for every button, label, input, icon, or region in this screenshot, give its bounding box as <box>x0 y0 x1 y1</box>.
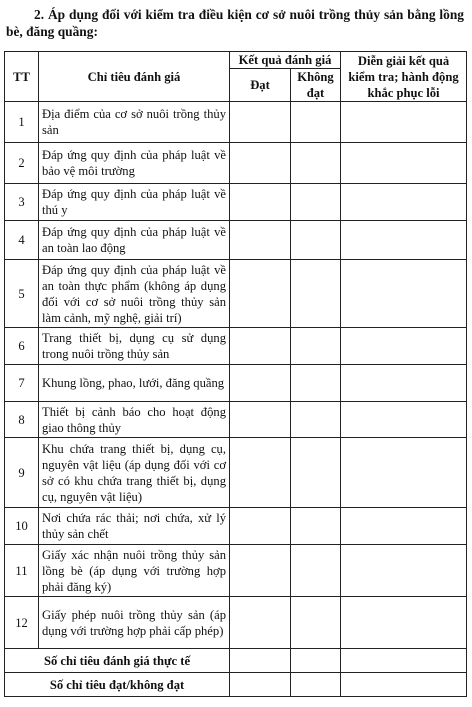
explanation-cell[interactable] <box>341 143 467 184</box>
fail-cell[interactable] <box>291 328 341 365</box>
row-criteria: Đáp ứng quy định của pháp luật về thú y <box>39 184 230 221</box>
row-criteria: Giấy xác nhận nuôi trồng thủy sản lồng bè (áp dụng với trường hợp phải đăng ký) <box>39 545 230 597</box>
header-tt: TT <box>5 52 39 102</box>
row-criteria: Đáp ứng quy định của pháp luật về an toàn lao động <box>39 221 230 260</box>
row-number: 6 <box>5 328 39 365</box>
explanation-cell[interactable] <box>341 438 467 508</box>
row-number: 5 <box>5 260 39 328</box>
pass-cell[interactable] <box>230 438 291 508</box>
fail-cell[interactable] <box>291 184 341 221</box>
pass-cell[interactable] <box>230 260 291 328</box>
table-header-row <box>5 52 467 69</box>
fail-cell[interactable] <box>291 260 341 328</box>
fail-cell[interactable] <box>291 221 341 260</box>
explanation-cell[interactable] <box>341 402 467 438</box>
row-number: 4 <box>5 221 39 260</box>
row-criteria: Nơi chứa rác thải; nơi chứa, xử lý thủy sản chết <box>39 508 230 545</box>
explanation-cell[interactable] <box>341 365 467 402</box>
table-row <box>5 328 467 365</box>
fail-cell[interactable] <box>291 649 341 673</box>
row-criteria: Địa điểm của cơ sở nuôi trồng thủy sản <box>39 102 230 143</box>
explanation-cell[interactable] <box>341 260 467 328</box>
header-pass: Đạt <box>230 69 291 102</box>
pass-cell[interactable] <box>230 402 291 438</box>
fail-cell[interactable] <box>291 143 341 184</box>
table-row <box>5 184 467 221</box>
summary-row-actual <box>5 649 467 673</box>
table-row <box>5 545 467 597</box>
fail-cell[interactable] <box>291 597 341 649</box>
summary-pass-fail-label: Số chỉ tiêu đạt/không đạt <box>5 673 230 697</box>
row-number: 11 <box>5 545 39 597</box>
row-criteria: Khu chứa trang thiết bị, dụng cụ, nguyên vật liệu (áp dụng đối với cơ sở có khu chứa trang thiết bị, dụng cụ, nguyên vật liệu) <box>39 438 230 508</box>
fail-cell[interactable] <box>291 102 341 143</box>
table-row <box>5 260 467 328</box>
row-number: 10 <box>5 508 39 545</box>
fail-cell[interactable] <box>291 508 341 545</box>
header-result-group: Kết quả đánh giá <box>230 52 341 69</box>
row-number: 1 <box>5 102 39 143</box>
pass-cell[interactable] <box>230 143 291 184</box>
pass-cell[interactable] <box>230 545 291 597</box>
table-row <box>5 221 467 260</box>
explanation-cell[interactable] <box>341 184 467 221</box>
explanation-cell[interactable] <box>341 649 467 673</box>
row-number: 12 <box>5 597 39 649</box>
pass-cell[interactable] <box>230 102 291 143</box>
header-criteria: Chỉ tiêu đánh giá <box>39 52 230 102</box>
summary-actual-label: Số chỉ tiêu đánh giá thực tế <box>5 649 230 673</box>
row-number: 8 <box>5 402 39 438</box>
pass-cell[interactable] <box>230 221 291 260</box>
explanation-cell[interactable] <box>341 328 467 365</box>
fail-cell[interactable] <box>291 673 341 697</box>
row-criteria: Khung lồng, phao, lưới, đăng quầng <box>39 365 230 402</box>
section-heading: 2. Áp dụng đối với kiểm tra điều kiện cơ sở nuôi trồng thủy sản bằng lồng bè, đăng quầng: <box>6 7 464 39</box>
explanation-cell[interactable] <box>341 545 467 597</box>
explanation-cell[interactable] <box>341 102 467 143</box>
pass-cell[interactable] <box>230 508 291 545</box>
pass-cell[interactable] <box>230 597 291 649</box>
row-number: 2 <box>5 143 39 184</box>
row-number: 3 <box>5 184 39 221</box>
fail-cell[interactable] <box>291 438 341 508</box>
row-criteria: Thiết bị cảnh báo cho hoạt động giao thông thủy <box>39 402 230 438</box>
row-criteria: Giấy phép nuôi trồng thủy sản (áp dụng với trường hợp phải cấp phép) <box>39 597 230 649</box>
evaluation-table <box>4 51 467 697</box>
pass-cell[interactable] <box>230 328 291 365</box>
explanation-cell[interactable] <box>341 508 467 545</box>
pass-cell[interactable] <box>230 649 291 673</box>
pass-cell[interactable] <box>230 365 291 402</box>
fail-cell[interactable] <box>291 545 341 597</box>
explanation-cell[interactable] <box>341 221 467 260</box>
table-row <box>5 402 467 438</box>
header-explanation: Diễn giải kết quả kiểm tra; hành động khắc phục lỗi <box>341 52 467 102</box>
fail-cell[interactable] <box>291 402 341 438</box>
summary-row-pass-fail <box>5 673 467 697</box>
row-number: 9 <box>5 438 39 508</box>
table-row <box>5 143 467 184</box>
table-row <box>5 508 467 545</box>
row-number: 7 <box>5 365 39 402</box>
header-fail: Không đạt <box>291 69 341 102</box>
row-criteria: Trang thiết bị, dụng cụ sử dụng trong nuôi trồng thủy sản <box>39 328 230 365</box>
table-row <box>5 438 467 508</box>
row-criteria: Đáp ứng quy định của pháp luật về bảo vệ môi trường <box>39 143 230 184</box>
pass-cell[interactable] <box>230 184 291 221</box>
explanation-cell[interactable] <box>341 597 467 649</box>
table-row <box>5 597 467 649</box>
fail-cell[interactable] <box>291 365 341 402</box>
explanation-cell[interactable] <box>341 673 467 697</box>
table-row <box>5 102 467 143</box>
row-criteria: Đáp ứng quy định của pháp luật về an toàn thực phẩm (không áp dụng đối với cơ sở nuôi trồng thủy sản làm cảnh, mỹ nghệ, giải trí) <box>39 260 230 328</box>
table-row <box>5 365 467 402</box>
pass-cell[interactable] <box>230 673 291 697</box>
